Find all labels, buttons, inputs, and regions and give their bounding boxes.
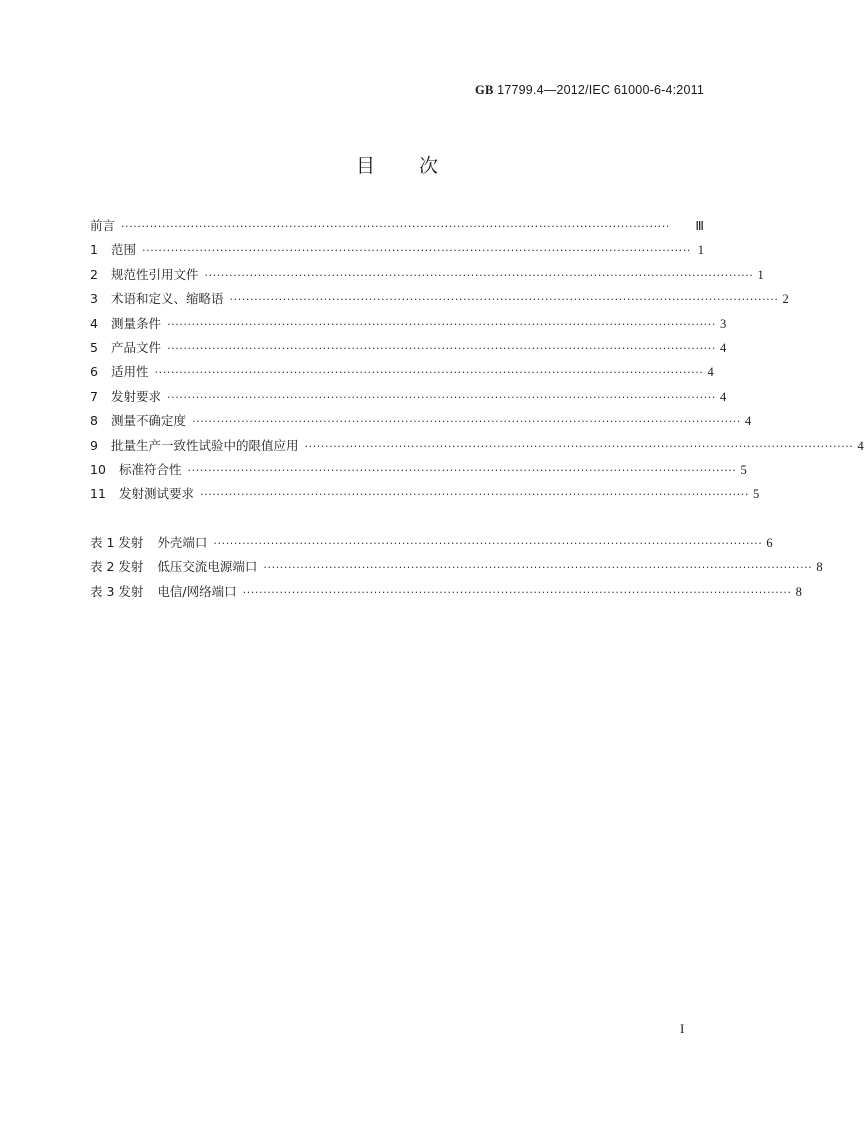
toc-entry-label: 产品文件 <box>111 339 162 355</box>
toc-entry-page: 5 <box>740 462 747 477</box>
toc-entry[interactable] <box>90 411 752 435</box>
toc-entry[interactable] <box>90 484 760 508</box>
toc-entry-label: 批量生产一致性试验中的限值应用 <box>111 437 299 453</box>
toc-entry[interactable] <box>90 387 727 411</box>
toc-entry-page: 1 <box>757 267 764 282</box>
toc-entry-label: 术语和定义、缩略语 <box>111 291 224 307</box>
toc-entry-number: 11 <box>90 486 106 502</box>
toc-entry[interactable] <box>90 240 704 264</box>
toc-entry-label: 发射测试要求 <box>119 486 195 502</box>
table-list-page: 6 <box>766 536 773 550</box>
toc-entry-page: 2 <box>782 292 789 307</box>
document-code <box>475 83 704 98</box>
toc-entry-label: 规范性引用文件 <box>111 266 199 282</box>
toc-entry-label: 前言 <box>90 218 116 233</box>
toc-leader-dots: ······································································································································ <box>213 537 763 550</box>
table-list-label: 电信/网络端口 <box>157 583 237 599</box>
toc-entry-label: 发射要求 <box>111 388 162 404</box>
toc-entry-page: 4 <box>719 389 727 404</box>
toc-entry-page: 5 <box>752 487 760 502</box>
toc-entry[interactable] <box>90 460 747 484</box>
toc-leader-dots: ······································································································································ <box>192 415 741 429</box>
table-list-prefix: 表 1 发射 <box>90 535 144 550</box>
table-list-entry[interactable] <box>90 533 773 557</box>
table-list-page: 8 <box>816 560 823 575</box>
toc-entry[interactable] <box>90 265 764 289</box>
toc-entry[interactable] <box>90 289 789 313</box>
toc-leader-dots: ······································································································································ <box>229 293 779 307</box>
toc-entry-number: 9 <box>90 437 98 453</box>
table-list-entry[interactable] <box>90 582 802 606</box>
table-list-entry[interactable] <box>90 557 823 581</box>
toc-leader-dots: ······································································································································ <box>204 268 754 282</box>
table-list-label: 低压交流电源端口 <box>157 559 258 575</box>
toc-leader-dots: ······································································································································ <box>242 585 792 599</box>
toc-leader-dots: ······································································································································ <box>167 317 716 331</box>
toc-entry[interactable] <box>90 338 727 362</box>
table-list-page: 8 <box>795 584 802 599</box>
toc-entry-number: 1 <box>90 242 98 258</box>
toc-entry[interactable] <box>90 436 864 460</box>
toc-entry-number: 2 <box>90 266 98 282</box>
document-code-prefix: GB <box>475 83 494 97</box>
toc-entry-page: Ⅲ <box>695 219 704 233</box>
toc-entry-number: 5 <box>90 339 98 355</box>
toc-leader-dots: ······································································································································ <box>167 341 716 355</box>
toc-leader-dots: ······································································································································ <box>167 390 716 404</box>
toc-leader-dots: ······································································································································ <box>263 561 813 575</box>
list-of-tables <box>90 533 823 606</box>
toc-entry-page: 3 <box>719 316 727 331</box>
document-code-number: 17799.4—2012/IEC 61000-6-4:2011 <box>497 83 704 97</box>
toc-entry-label: 适用性 <box>111 364 149 380</box>
toc-entry-label: 测量不确定度 <box>111 413 187 429</box>
toc-entry-page: 4 <box>707 365 714 380</box>
table-of-contents <box>90 216 864 509</box>
toc-entry-page: 4 <box>719 340 727 355</box>
toc-leader-dots: ······································································································································ <box>304 439 854 453</box>
toc-leader-dots: ······································································································································ <box>142 244 691 258</box>
toc-entry-number: 7 <box>90 388 98 404</box>
toc-entry-label: 标准符合性 <box>119 461 182 477</box>
table-list-prefix: 表 3 发射 <box>90 583 144 599</box>
toc-entry[interactable] <box>90 314 727 338</box>
toc-entry-page: 1 <box>697 243 704 258</box>
toc-entry-number: 8 <box>90 413 98 429</box>
toc-entry-number: 6 <box>90 364 98 380</box>
toc-entry-number: 10 <box>90 461 106 477</box>
toc-entry-page: 4 <box>744 414 752 429</box>
page-number: I <box>680 1021 685 1036</box>
toc-leader-dots: ······································································································································ <box>187 463 737 477</box>
toc-entry[interactable] <box>90 362 714 386</box>
toc-entry-foreword[interactable] <box>90 216 704 240</box>
toc-entry-number: 3 <box>90 291 98 307</box>
toc-entry-label: 范围 <box>111 242 137 258</box>
table-list-label: 外壳端口 <box>157 535 208 550</box>
table-list-prefix: 表 2 发射 <box>90 559 144 575</box>
toc-leader-dots: ······································································································································ <box>200 488 749 502</box>
toc-entry-label: 测量条件 <box>111 315 162 331</box>
toc-entry-page: 4 <box>857 438 864 453</box>
toc-entry-number: 4 <box>90 315 98 331</box>
toc-leader-dots: ······································································································································ <box>154 366 704 380</box>
toc-leader-dots: ······································································································································ <box>121 220 670 233</box>
page-title: 目次 <box>355 155 482 177</box>
